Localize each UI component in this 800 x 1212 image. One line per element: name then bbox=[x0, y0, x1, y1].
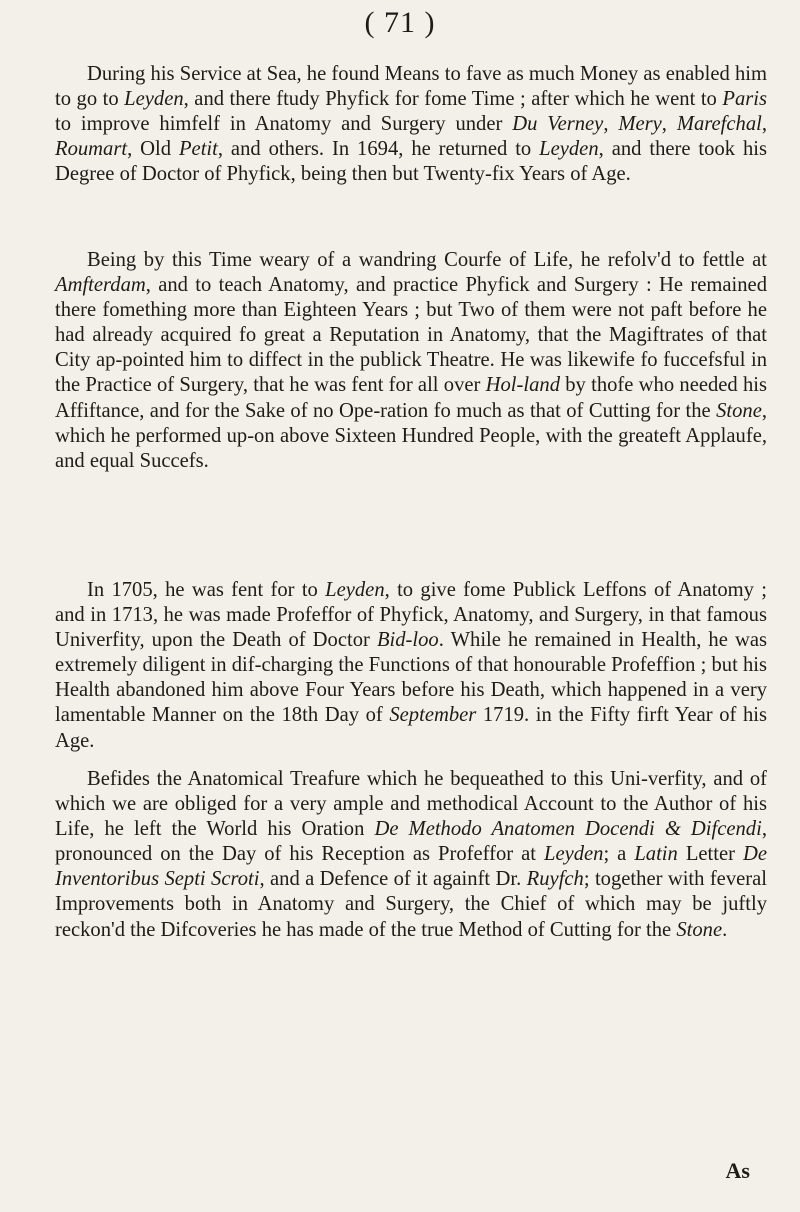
text-run: ; a bbox=[603, 843, 635, 866]
paragraph-text bbox=[55, 767, 767, 943]
italic-term: Leyden bbox=[544, 843, 604, 866]
page-number: ( 71 ) bbox=[364, 6, 436, 39]
italic-term: Paris bbox=[722, 88, 767, 111]
text-run: , bbox=[761, 113, 768, 136]
italic-term: De Inventoribus Septi Scroti bbox=[55, 843, 767, 891]
text-run: , Old bbox=[127, 138, 179, 161]
text-run: to improve himfelf in Anatomy and Surgery under bbox=[55, 113, 513, 136]
text-run: 1719. in the Fifty firft Year of his Age. bbox=[55, 704, 767, 752]
catchword: As bbox=[725, 1158, 750, 1183]
italic-term: Marefchal bbox=[676, 113, 762, 136]
italic-term: Du Verney bbox=[512, 113, 604, 136]
paragraph-3 bbox=[55, 578, 767, 754]
italic-term: Hol-land bbox=[485, 374, 560, 397]
text-run: , to give fome Publick Leffons of Anatomy ; and in 1713, he was made Profeffor of Phyfick, Anatomy, and Surgery, in that famous Univerfity, upon the Death of Doctor bbox=[55, 579, 767, 652]
paragraph-2 bbox=[55, 248, 767, 474]
text-run: , which he performed up-on above Sixteen Hundred People, with the greateft Applaufe, and equal Succefs. bbox=[55, 399, 767, 472]
paragraph-1 bbox=[55, 62, 767, 187]
text-run: ; together with feveral Improvements both in Anatomy and Surgery, the Chief of which may be juftly reckon'd the Difcoveries he has made of the true Method of Cutting for the bbox=[55, 868, 767, 941]
paragraph-text bbox=[55, 578, 767, 754]
text-run: , and there took his Degree of Doctor of Phyfick, being then but Twenty-fix Years of Age. bbox=[55, 138, 767, 186]
italic-term: Ruyfch bbox=[526, 868, 584, 891]
text-run: , bbox=[603, 113, 619, 136]
italic-term: September bbox=[389, 704, 477, 727]
italic-term: Leyden bbox=[325, 579, 385, 601]
text-run: , and there ftudy Phyfick for fome Time ; after which he went to bbox=[183, 88, 723, 111]
text-run: . While he remained in Health, he was extremely diligent in dif-charging the Functions of that honourable Profeffion ; but his Health abandoned him above Four Years before his Death, which happened in a very lamentable Manner on the 18th Day of bbox=[55, 629, 767, 727]
text-run: . bbox=[722, 918, 728, 941]
text-run: , and to teach Anatomy, and practice Phyfick and Surgery : He remained there fomething more than Eighteen Years ; but Two of them were not paft before he had already acquired fo great a Reputation in Anatomy, that the Magiftrates of that City ap-pointed him to diffect in the publick Theatre. He was likewife fo fuccefsful in the Practice of Surgery, that he was fent for all over bbox=[55, 274, 767, 397]
paragraph-text bbox=[55, 248, 767, 474]
text-run: In 1705, he was fent for to bbox=[87, 579, 326, 601]
italic-term: Petit bbox=[178, 138, 218, 161]
italic-term: Stone bbox=[676, 918, 723, 941]
text-run: , bbox=[661, 113, 677, 136]
italic-term: Amfterdam bbox=[55, 274, 146, 297]
italic-term: Stone bbox=[716, 399, 762, 422]
paragraph-text bbox=[55, 62, 767, 187]
text-run: During his Service at Sea, he found Means to fave as much Money as enabled him to go to bbox=[55, 63, 767, 111]
text-run: , pronounced on the Day of his Reception as Profeffor at bbox=[55, 818, 767, 866]
text-run: Befides the Anatomical Treafure which he bequeathed to this Uni-verfity, and of which we are obliged for a very ample and methodical Account to the Author of his Life, he left the World his Oration bbox=[55, 768, 767, 841]
italic-term: Mery bbox=[618, 113, 662, 136]
italic-term: Roumart bbox=[55, 138, 128, 161]
italic-term: De Methodo Anatomen Docendi & Difcendi bbox=[374, 818, 762, 841]
italic-term: Leyden bbox=[124, 88, 184, 111]
text-run: , and others. In 1694, he returned to bbox=[217, 138, 540, 161]
text-run: Being by this Time weary of a wandring Courfe of Life, he refolv'd to fettle at bbox=[87, 249, 767, 271]
paragraph-4 bbox=[55, 767, 767, 943]
text-run: , and a Defence of it againft Dr. bbox=[259, 868, 527, 891]
text-run: by thofe who needed his Affiftance, and for the Sake of no Ope-ration fo much as that of Cutting for the bbox=[55, 374, 767, 422]
italic-term: Latin bbox=[634, 843, 678, 866]
text-run: Letter bbox=[677, 843, 743, 866]
italic-term: Bid-loo bbox=[376, 629, 439, 652]
italic-term: Leyden bbox=[539, 138, 599, 161]
